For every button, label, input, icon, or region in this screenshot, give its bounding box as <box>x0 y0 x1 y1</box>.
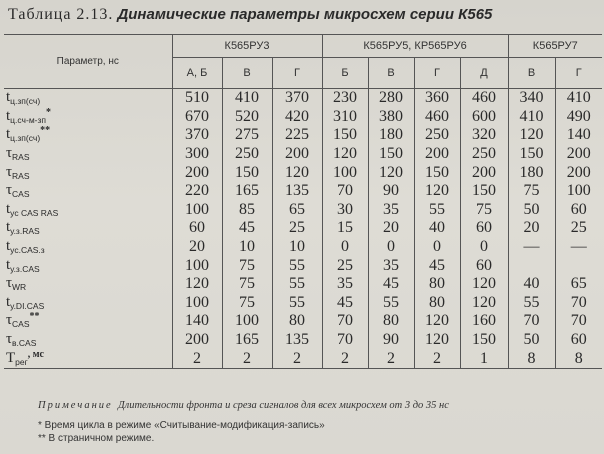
table-row <box>4 163 602 182</box>
table-row <box>4 238 602 257</box>
value-cell: 1 <box>460 349 508 368</box>
value-cell: 135 <box>272 331 322 350</box>
variant-header: Б <box>322 58 368 89</box>
table-row <box>4 256 602 275</box>
value-cell: 60 <box>460 219 508 238</box>
value-cell: 85 <box>222 201 272 220</box>
value-cell: 370 <box>172 126 222 145</box>
value-cell: 200 <box>272 145 322 164</box>
variant-header: В <box>368 58 414 89</box>
value-cell: 340 <box>508 89 555 108</box>
param-subscript: CAS <box>12 319 30 330</box>
param-subscript: рег <box>15 356 28 367</box>
param-name <box>4 312 172 331</box>
value-cell: 120 <box>172 275 222 294</box>
value-cell: 300 <box>172 145 222 164</box>
value-cell: 70 <box>555 294 602 313</box>
value-cell: 600 <box>460 108 508 127</box>
value-cell: 25 <box>322 256 368 275</box>
table-row <box>4 108 602 127</box>
param-symbol: τ <box>6 275 13 292</box>
value-cell: 75 <box>222 294 272 313</box>
value-cell: 45 <box>368 275 414 294</box>
param-symbol: τ <box>6 331 13 348</box>
value-cell: 0 <box>368 238 414 257</box>
table-title: Динамические параметры микросхем серии К565 <box>117 6 493 23</box>
value-cell: 150 <box>414 163 460 182</box>
value-cell: 100 <box>555 182 602 201</box>
param-name <box>4 331 172 350</box>
value-cell: 0 <box>414 238 460 257</box>
value-cell: 70 <box>322 312 368 331</box>
value-cell: 8 <box>508 349 555 368</box>
value-cell: 120 <box>322 145 368 164</box>
param-name <box>4 238 172 257</box>
table-row <box>4 312 602 331</box>
value-cell <box>508 256 555 275</box>
value-cell: 380 <box>368 108 414 127</box>
value-cell: 120 <box>414 182 460 201</box>
variant-header: Д <box>460 58 508 89</box>
value-cell: 165 <box>222 331 272 350</box>
group-header: К565РУ5, КР565РУ6 <box>322 35 508 58</box>
value-cell: 90 <box>368 331 414 350</box>
value-cell: 90 <box>368 182 414 201</box>
value-cell: 0 <box>460 238 508 257</box>
value-cell: 140 <box>172 312 222 331</box>
value-cell: 70 <box>322 331 368 350</box>
table-row <box>4 126 602 145</box>
group-header: К565РУ7 <box>508 35 602 58</box>
param-symbol: t <box>6 238 11 255</box>
value-cell: 120 <box>460 275 508 294</box>
table-row <box>4 331 602 350</box>
footnote: ** В страничном режиме. <box>38 433 155 444</box>
value-cell: 2 <box>172 349 222 368</box>
param-name <box>4 275 172 294</box>
value-cell: 55 <box>414 201 460 220</box>
param-name <box>4 256 172 275</box>
value-cell: 55 <box>272 294 322 313</box>
table-number: Таблица 2.13. <box>8 6 114 23</box>
value-cell: 200 <box>555 145 602 164</box>
value-cell: 225 <box>272 126 322 145</box>
param-symbol: τ <box>6 163 13 180</box>
value-cell: 100 <box>222 312 272 331</box>
value-cell: 35 <box>368 256 414 275</box>
value-cell: 45 <box>414 256 460 275</box>
value-cell: 200 <box>460 163 508 182</box>
param-name <box>4 126 172 145</box>
param-subscript: ц.сч-м-зп <box>10 114 46 125</box>
value-cell: 165 <box>222 182 272 201</box>
value-cell: 100 <box>172 201 222 220</box>
value-cell: 25 <box>272 219 322 238</box>
param-name <box>4 294 172 313</box>
value-cell: 140 <box>555 126 602 145</box>
value-cell: 460 <box>460 89 508 108</box>
value-cell: 150 <box>322 126 368 145</box>
value-cell: 120 <box>368 163 414 182</box>
value-cell: 2 <box>272 349 322 368</box>
param-name <box>4 163 172 182</box>
value-cell: 120 <box>460 294 508 313</box>
value-cell: 280 <box>368 89 414 108</box>
value-cell: 2 <box>368 349 414 368</box>
param-symbol: t <box>6 293 11 310</box>
param-column-header: Параметр, нс <box>4 35 172 89</box>
value-cell: 20 <box>172 238 222 257</box>
param-subscript: у.з.CAS <box>10 263 40 274</box>
param-subscript: у.з.RAS <box>10 226 40 237</box>
value-cell: 670 <box>172 108 222 127</box>
value-cell: 100 <box>322 163 368 182</box>
value-cell: 10 <box>272 238 322 257</box>
param-subscript: RAS <box>12 170 30 181</box>
param-subscript: ц.зп(сч) <box>10 133 41 144</box>
value-cell: 80 <box>272 312 322 331</box>
value-cell: 150 <box>460 331 508 350</box>
param-symbol: τ <box>6 145 13 162</box>
value-cell: 0 <box>322 238 368 257</box>
table-row <box>4 182 602 201</box>
table-row <box>4 145 602 164</box>
table-row <box>4 219 602 238</box>
param-subscript: ус CAS RAS <box>10 207 59 218</box>
value-cell: 320 <box>460 126 508 145</box>
value-cell: 360 <box>414 89 460 108</box>
value-cell: 40 <box>414 219 460 238</box>
value-cell: 80 <box>414 275 460 294</box>
value-cell: 460 <box>414 108 460 127</box>
value-cell: 30 <box>322 201 368 220</box>
value-cell: 100 <box>172 256 222 275</box>
value-cell: 200 <box>555 163 602 182</box>
value-cell: 55 <box>272 256 322 275</box>
value-cell: 70 <box>322 182 368 201</box>
value-cell: 120 <box>508 126 555 145</box>
value-cell: 45 <box>222 219 272 238</box>
value-cell: 55 <box>272 275 322 294</box>
value-cell: 135 <box>272 182 322 201</box>
value-cell: 25 <box>555 219 602 238</box>
value-cell: 60 <box>172 219 222 238</box>
value-cell: 50 <box>508 331 555 350</box>
value-cell: 40 <box>508 275 555 294</box>
value-cell: 420 <box>272 108 322 127</box>
table-caption <box>8 6 598 24</box>
param-marker: ** <box>40 125 51 137</box>
param-name <box>4 108 172 127</box>
value-cell: 65 <box>272 201 322 220</box>
value-cell <box>555 256 602 275</box>
param-subscript: у.DI.CAS <box>10 300 45 311</box>
value-cell: — <box>508 238 555 257</box>
value-cell: 150 <box>222 163 272 182</box>
value-cell: 2 <box>222 349 272 368</box>
parameters-table <box>4 34 602 369</box>
param-symbol: t <box>6 107 11 124</box>
param-symbol: t <box>6 256 11 273</box>
table-row <box>4 201 602 220</box>
param-name <box>4 89 172 108</box>
value-cell: 80 <box>414 294 460 313</box>
param-name <box>4 201 172 220</box>
value-cell: 45 <box>322 294 368 313</box>
footnote: * Время цикла в режиме «Считывание-модификация-запись» <box>38 420 325 431</box>
value-cell: 160 <box>460 312 508 331</box>
value-cell: 60 <box>555 331 602 350</box>
value-cell: 490 <box>555 108 602 127</box>
value-cell: 180 <box>368 126 414 145</box>
value-cell: 200 <box>172 163 222 182</box>
value-cell: 35 <box>322 275 368 294</box>
value-cell: 230 <box>322 89 368 108</box>
value-cell: 35 <box>368 201 414 220</box>
param-subscript: ус.CAS.з <box>10 245 45 256</box>
value-cell: 55 <box>508 294 555 313</box>
param-symbol: t <box>6 219 11 236</box>
param-subscript: CAS <box>12 189 30 200</box>
param-name <box>4 182 172 201</box>
value-cell: 120 <box>414 312 460 331</box>
value-cell: 2 <box>322 349 368 368</box>
param-symbol: τ <box>6 182 13 199</box>
value-cell: 150 <box>460 182 508 201</box>
value-cell: 410 <box>555 89 602 108</box>
value-cell: 75 <box>460 201 508 220</box>
value-cell: 10 <box>222 238 272 257</box>
table-row <box>4 294 602 313</box>
table-row <box>4 349 602 368</box>
value-cell: 2 <box>414 349 460 368</box>
variant-header: В <box>222 58 272 89</box>
table-note <box>38 400 449 411</box>
param-symbol: τ <box>6 312 13 329</box>
note-text: Длительности фронта и среза сигналов для всех микросхем от 3 до 35 нс <box>117 400 449 411</box>
variant-header: Г <box>414 58 460 89</box>
value-cell: 410 <box>222 89 272 108</box>
value-cell: 250 <box>460 145 508 164</box>
value-cell: 15 <box>322 219 368 238</box>
value-cell: 520 <box>222 108 272 127</box>
value-cell: 310 <box>322 108 368 127</box>
param-marker: ** <box>29 311 40 323</box>
variant-header: Г <box>272 58 322 89</box>
value-cell: 80 <box>368 312 414 331</box>
value-cell: 100 <box>172 294 222 313</box>
param-name <box>4 349 172 368</box>
param-subscript: RAS <box>12 152 30 163</box>
value-cell: 250 <box>222 145 272 164</box>
value-cell: 120 <box>272 163 322 182</box>
value-cell: 275 <box>222 126 272 145</box>
value-cell: — <box>555 238 602 257</box>
param-subscript: в.CAS <box>12 338 37 349</box>
param-symbol: t <box>6 89 11 106</box>
value-cell: 150 <box>508 145 555 164</box>
param-symbol: t <box>6 126 11 143</box>
variant-header: В <box>508 58 555 89</box>
value-cell: 75 <box>508 182 555 201</box>
value-cell: 60 <box>460 256 508 275</box>
param-marker: * <box>46 106 51 118</box>
param-subscript: WR <box>12 282 27 293</box>
value-cell: 75 <box>222 275 272 294</box>
value-cell: 220 <box>172 182 222 201</box>
param-symbol: t <box>6 200 11 217</box>
value-cell: 200 <box>414 145 460 164</box>
variant-header: Г <box>555 58 602 89</box>
value-cell: 20 <box>508 219 555 238</box>
variant-header: А, Б <box>172 58 222 89</box>
value-cell: 8 <box>555 349 602 368</box>
value-cell: 200 <box>172 331 222 350</box>
value-cell: 370 <box>272 89 322 108</box>
value-cell: 20 <box>368 219 414 238</box>
value-cell: 510 <box>172 89 222 108</box>
param-subscript: ц.зп(сч) <box>10 96 41 107</box>
value-cell: 410 <box>508 108 555 127</box>
value-cell: 250 <box>414 126 460 145</box>
table-row <box>4 89 602 108</box>
value-cell: 60 <box>555 201 602 220</box>
param-name <box>4 219 172 238</box>
value-cell: 150 <box>368 145 414 164</box>
note-label: Примечание <box>38 400 113 411</box>
param-name <box>4 145 172 164</box>
value-cell: 70 <box>508 312 555 331</box>
value-cell: 180 <box>508 163 555 182</box>
group-header: К565РУ3 <box>172 35 322 58</box>
value-cell: 70 <box>555 312 602 331</box>
param-symbol: T <box>6 349 16 366</box>
value-cell: 75 <box>222 256 272 275</box>
table-row <box>4 275 602 294</box>
value-cell: 50 <box>508 201 555 220</box>
value-cell: 120 <box>414 331 460 350</box>
value-cell: 55 <box>368 294 414 313</box>
param-marker: , мс <box>27 348 44 360</box>
value-cell: 65 <box>555 275 602 294</box>
